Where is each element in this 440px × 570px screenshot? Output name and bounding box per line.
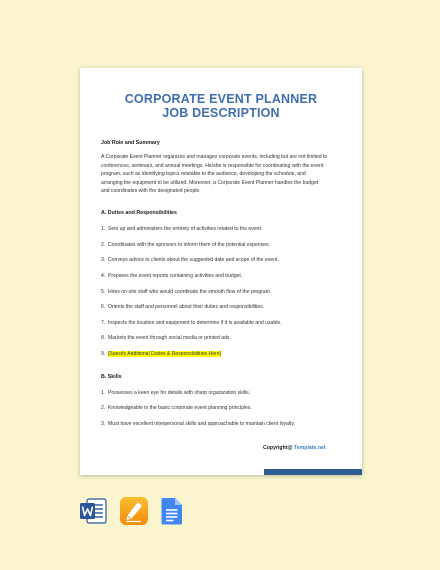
skill-item: [101, 421, 341, 427]
duty-text: Inspects the location and equipment to determine if it is available and usable.: [108, 320, 282, 326]
duty-text: Markets the event through social media or printed ads.: [108, 335, 231, 341]
duty-item: [101, 226, 341, 232]
skill-text: Must have excellent interpersonal skills and approachable to maintain client loyalty.: [108, 421, 296, 427]
duty-item: [101, 257, 341, 263]
skill-item: [101, 405, 341, 411]
duty-text: Conveys advice to clients about the suggested date and scope of the event.: [108, 257, 279, 263]
summary-paragraph: [101, 153, 341, 196]
summary-line: and coordinates with the designated people.: [101, 188, 201, 195]
document-title-line-1: CORPORATE EVENT PLANNER: [124, 92, 318, 106]
duty-text: Sets up and administers the entirety of activities related to the event.: [108, 226, 263, 232]
skills-heading: B. Skills: [101, 374, 122, 380]
duty-text: Orients the staff and personnel about their duties and responsibilities.: [108, 304, 265, 310]
skill-number: 3.: [101, 421, 106, 427]
duty-number: 4.: [101, 273, 106, 279]
duty-item: [101, 289, 341, 295]
skill-number: 2.: [101, 405, 106, 411]
google-docs-icon[interactable]: [157, 496, 187, 526]
document-page: [80, 68, 362, 475]
duty-number: 9.: [101, 351, 106, 357]
summary-line: A Corporate Event Planner organizes and manages corporate events, including but are not limited to: [101, 154, 328, 160]
duty-item: [101, 304, 341, 310]
duty-item: [101, 273, 341, 279]
copyright-brand-link[interactable]: Template.net: [294, 445, 326, 451]
skill-number: 1.: [101, 390, 106, 396]
footer-accent-bar: [264, 469, 362, 475]
duties-heading: A. Duties and Responsibilities: [101, 210, 177, 216]
duty-number: 3.: [101, 257, 106, 263]
skill-text: Possesses a keen eye for details with sharp organization skills.: [108, 390, 251, 396]
summary-heading: Job Role and Summary: [101, 140, 160, 146]
pages-icon[interactable]: [119, 496, 149, 526]
duty-text: Coordinates with the sponsors to inform them of the potential expenses.: [108, 242, 270, 248]
duty-placeholder-highlight: [Specify Additional Duties & Responsibilities Here]: [108, 351, 221, 357]
summary-line: conferences, seminars, and annual meetings. He/she is responsible for coordinating with the event: [101, 162, 324, 169]
duty-item: [101, 320, 341, 326]
skill-text: Knowledgeable in the basic corporate event planning principles.: [108, 405, 252, 411]
duty-text: Prepares the event reports containing activities and budget.: [108, 273, 243, 279]
summary-line: program, such as identifying topics relatable to the audience, developing the schedule, and: [101, 171, 306, 178]
duty-number: 8.: [101, 335, 106, 341]
copyright-notice: [263, 445, 326, 451]
duty-number: 6.: [101, 304, 106, 310]
duty-number: 5.: [101, 289, 106, 295]
word-icon[interactable]: [78, 496, 108, 526]
document-title-line-2: JOB DESCRIPTION: [162, 106, 280, 120]
duty-item: [101, 242, 341, 248]
duty-text: Hires on-site staff who would coordinate the smooth flow of the program.: [108, 289, 272, 295]
duty-number: 1.: [101, 226, 106, 232]
skill-item: [101, 390, 341, 396]
duty-item: [101, 335, 341, 341]
summary-line: arranging the equipment to be utilized. Moreover, a Corporate Event Planner handles the budget: [101, 179, 319, 186]
duty-item: [101, 351, 341, 357]
duty-number: 2.: [101, 242, 106, 248]
copyright-label: Copyright@: [263, 445, 293, 451]
duty-number: 7.: [101, 320, 106, 326]
